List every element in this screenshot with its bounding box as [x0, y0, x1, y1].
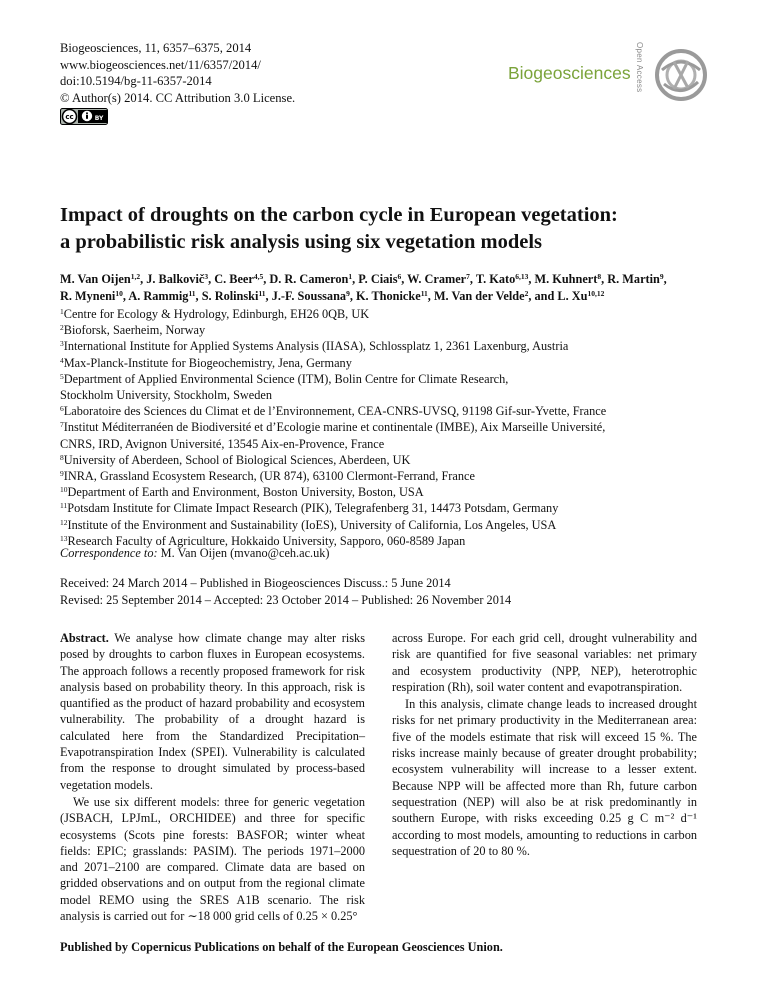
abstract-left-column: [60, 630, 365, 924]
author-affil: 11: [258, 288, 266, 298]
author-name: C. Beer: [214, 272, 254, 286]
author-affil: 10,12: [587, 288, 605, 298]
author-name: S. Rolinski: [201, 288, 259, 303]
citation: Biogeosciences, 11, 6357–6375, 2014: [60, 41, 252, 55]
affiliation: $^7$Institut Méditerranéen de Biodiversité et d’Ecologie marine et continentale (IMBE), Aix Marseille Université,: [60, 420, 606, 435]
journal-name: Biogeosciences: [508, 63, 631, 83]
author-name: W. Cramer: [407, 272, 467, 286]
author-affil: 4,5: [253, 272, 264, 281]
affiliation: $^{10}$Department of Earth and Environment, Boston University, Boston, USA: [60, 485, 424, 500]
affiliation: $^{13}$Research Faculty of Agriculture, Hokkaido University, Sapporo, 060-8589 Japan: [60, 533, 466, 548]
author-affil: 6,13: [515, 272, 529, 281]
dates-line-1: Received: 24 March 2014 – Published in Biogeosciences Discuss.: 5 June 2014: [60, 576, 451, 590]
cc-by-badge[interactable]: [60, 108, 108, 130]
abstract-paragraph-4: In this analysis, climate change leads to increased drought risks for net primary productivity in the Mediterranean area: five of the models estimate that risk will exceed 15 %. The risks increase mainly because of greater drought probability; ecosystem vulnerability will increase to a lesser extent. Because NPP will be affected more than Rh, future carbon sequestration (NEP) will also be at risk predominantly in southern Europe, with risks exceeding 0.25 g C m⁻² d⁻¹ according to most models, amounting to reductions in carbon sequestration of 20 to 80 %.: [392, 697, 697, 858]
affiliation-cont: CNRS, IRD, Avignon Université, 13545 Aix-en-Provence, France: [60, 436, 385, 451]
affiliation: $^9$INRA, Grassland Ecosystem Research, (UR 874), 63100 Clermont-Ferrand, France: [60, 469, 475, 484]
author-affil: 9: [659, 272, 664, 281]
title-line-2: a probabilistic risk analysis using six vegetation models: [60, 231, 543, 253]
dates-line-2: Revised: 25 September 2014 – Accepted: 23 October 2014 – Published: 26 November 2014: [60, 592, 512, 607]
correspondence-label: Correspondence to:: [60, 546, 158, 560]
article-url[interactable]: www.biogeosciences.net/11/6357/2014/: [60, 57, 261, 72]
title-line-1: Impact of droughts on the carbon cycle in European vegetation:: [60, 204, 618, 226]
affiliation: $^{11}$Potsdam Institute for Climate Impact Research (PIK), Telegrafenberg 31, 14473 Potsdam, Germany: [60, 501, 559, 516]
article-title: [60, 202, 720, 256]
author-name: P. Ciais: [358, 272, 398, 286]
abstract-label: Abstract.: [60, 631, 109, 645]
author-affil: 9: [346, 288, 350, 298]
open-access-emblem-icon: [654, 48, 708, 102]
author-name: M. Van Oijen: [60, 272, 131, 286]
affiliation: $^1$Centre for Ecology & Hydrology, Edinburgh, EH26 0QB, UK: [60, 307, 370, 321]
abstract-paragraph-1: Abstract. We analyse how climate change may alter risks posed by droughts to carbon fluxes in European ecosystems. The approach follows a recently proposed framework for risk analysis based on probability theory. In this approach, risk is quantified as the product of hazard probability and ecosystem vulnerability. The probability of a drought hazard is calculated here from the Standardized Precipitation–Evapotranspiration Index (SPEI). Vulnerability is calculated from the response to drought simulated by process-based vegetation models.: [60, 631, 365, 792]
affiliation: $^3$International Institute for Applied Systems Analysis (IIASA), Schlossplatz 1, 2361 Laxenburg, Austria: [60, 339, 569, 354]
author-name: R. Martin: [607, 272, 660, 286]
affiliation: $^{12}$Institute of the Environment and Sustainability (IoES), University of California, Los Angeles, USA: [60, 517, 557, 532]
correspondence-contact[interactable]: M. Van Oijen (mvano@ceh.ac.uk): [160, 546, 330, 560]
copyright: © Author(s) 2014. CC Attribution 3.0 License.: [60, 90, 296, 105]
author-name: T. Kato: [475, 272, 516, 286]
author-affil: 11: [420, 288, 428, 298]
author-affil: 1,2: [130, 272, 141, 281]
author-name: M. Kuhnert: [534, 272, 598, 286]
affiliation: $^8$University of Aberdeen, School of Biological Sciences, Aberdeen, UK: [60, 452, 411, 467]
affiliation: $^5$Department of Applied Environmental Science (ITM), Bolin Centre for Climate Research,: [60, 371, 509, 386]
author-affil: 7: [466, 272, 470, 281]
author-name: L. Xu: [557, 288, 588, 303]
svg-text:BY: BY: [94, 115, 104, 122]
author-line-2: R. Myneni$^{10}$, A. Rammig$^{11}$, S. Rolinski$^{11}$, J.-F. Soussana$^9$, K. Thonicke$^{11}$, M. Van der Velde$^2$, and L. Xu$^{10,12}$: [60, 288, 605, 303]
doi[interactable]: doi:10.5194/bg-11-6357-2014: [60, 74, 212, 88]
author-name: M. Van der Velde: [433, 288, 525, 303]
author-name: J. Balkovič: [146, 272, 205, 286]
correspondence: [60, 546, 330, 561]
author-name: J.-F. Soussana: [271, 288, 347, 303]
author-name: A. Rammig: [128, 288, 189, 303]
abstract-paragraph-3: across Europe. For each grid cell, drought vulnerability and risk are quantified for five seasonal variables: net primary and ecosystem productivity (NPP, NEP), heterotrophic respiration (Rh), soil water content and evapotranspiration.: [392, 631, 697, 694]
cc-by-icon: [60, 108, 108, 125]
affiliation-cont: Stockholm University, Stockholm, Sweden: [60, 388, 272, 403]
author-name: R. Myneni: [60, 288, 116, 303]
author-list: [60, 271, 720, 304]
affiliation: $^2$Bioforsk, Saerheim, Norway: [60, 323, 206, 338]
affiliation: $^6$Laboratoire des Sciences du Climat et de l’Environnement, CEA-CNRS-UVSQ, 91198 Gif-sur-Yvette, France: [60, 404, 607, 419]
author-affil: 3: [204, 272, 209, 281]
author-line-1: M. Van Oijen$^{1,2}$, J. Balkovič$^3$, C. Beer$^{4,5}$, D. R. Cameron$^1$, P. Ciais$^6$, W. Cramer$^7$, T. Kato$^{6,13}$, M. Kuhnert$^8$, R. Martin$^9$,: [60, 272, 667, 286]
open-access-label: Open Access: [635, 42, 644, 93]
article-dates: [60, 575, 511, 608]
author-affil: 11: [188, 288, 196, 298]
author-name: D. R. Cameron: [269, 272, 349, 286]
author-affil: 10: [115, 288, 123, 298]
svg-text:cc: cc: [65, 113, 74, 121]
author-affil: 8: [597, 272, 602, 281]
journal-logo[interactable]: [508, 30, 708, 110]
header-meta: [60, 40, 295, 106]
abstract-right-column: [392, 630, 697, 859]
affiliation: $^4$Max-Planck-Institute for Biogeochemistry, Jena, Germany: [60, 355, 352, 370]
author-affil: 1: [348, 272, 353, 281]
author-affil: 6: [397, 272, 402, 281]
author-affil: 2: [524, 288, 529, 298]
affiliation-list: [60, 306, 606, 549]
author-name: K. Thonicke: [355, 288, 421, 303]
abstract-paragraph-2: We use six different models: three for generic vegetation (JSBACH, LPJmL, ORCHIDEE) and three for specific ecosystems (Scots pine forests: BASFOR; winter wheat fields: EPIC; grasslands: PASIM). The periods 1971–2000 and 2071–2100 are compared. Climate data are based on gridded observations and on output from the regional climate model REMO using the SRES A1B scenario. The risk analysis is carried out for ∼18 000 grid cells of 0.25 × 0.25°: [60, 794, 365, 924]
publisher-footer: Published by Copernicus Publications on behalf of the European Geosciences Union.: [60, 940, 503, 954]
